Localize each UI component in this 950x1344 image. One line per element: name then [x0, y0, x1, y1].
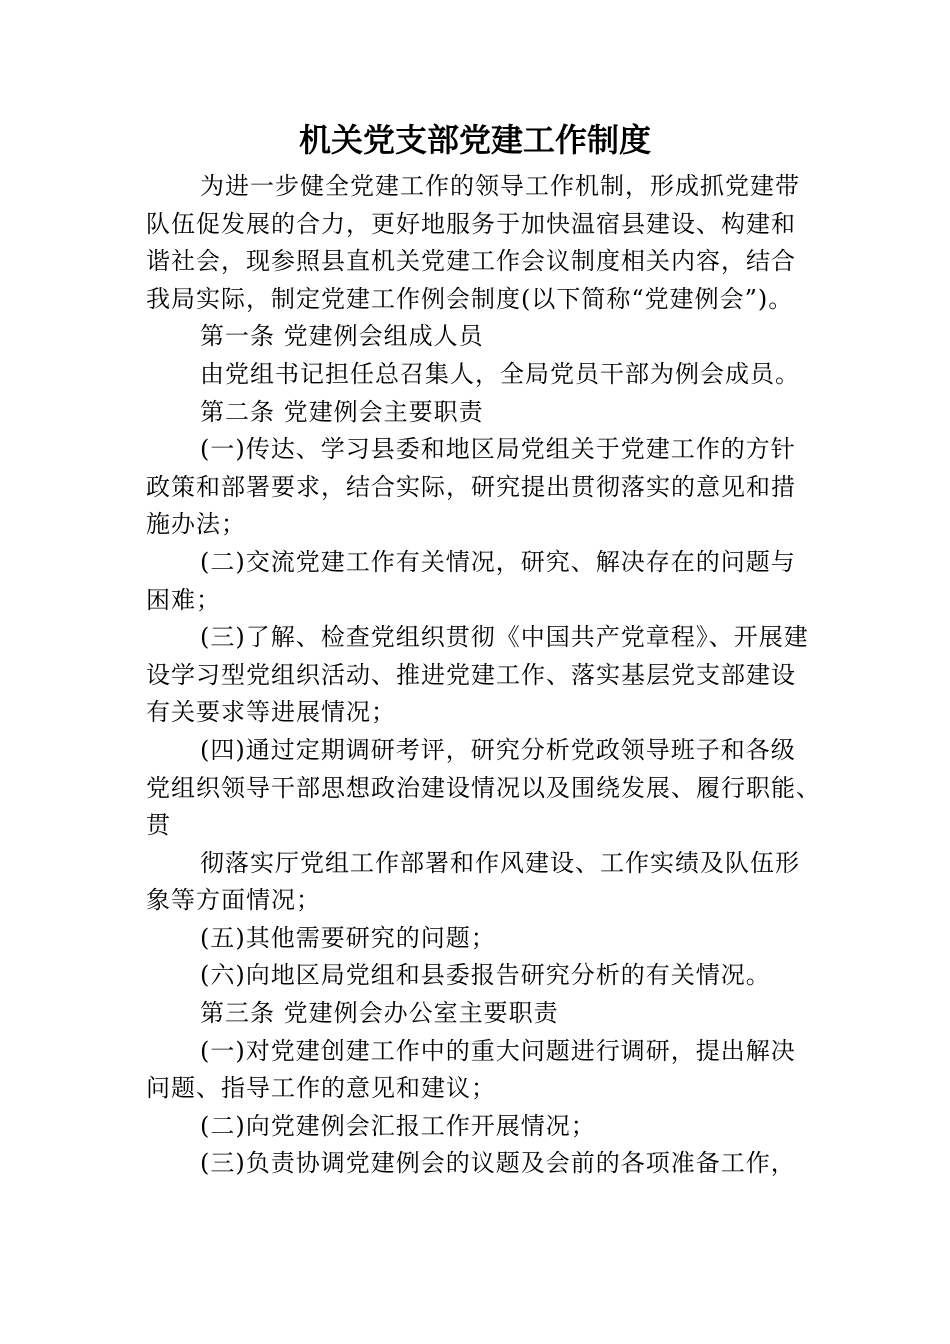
body-line-25: 问题、指导工作的意见和建议； [146, 1074, 496, 1103]
document-title: 机关党支部党建工作制度 [298, 121, 651, 159]
body-line-17: 党组织领导干部思想政治建设情况以及围绕发展、履行职能、 [146, 773, 821, 802]
body-line-19: 彻落实厅党组工作部署和作风建设、工作实绩及队伍形 [200, 848, 800, 877]
body-line-12: 困难； [146, 585, 221, 614]
body-line-7: 第二条 党建例会主要职责 [200, 397, 484, 426]
body-line-26: (二)向党建例会汇报工作开展情况； [200, 1111, 596, 1140]
body-line-5: 第一条 党建例会组成人员 [200, 322, 484, 351]
body-line-20: 象等方面情况； [146, 886, 321, 915]
body-line-13: (三)了解、检查党组织贯彻《中国共产党章程》、开展建 [200, 623, 809, 652]
body-line-10: 施办法； [146, 510, 246, 539]
body-line-14: 设学习型党组织活动、推进党建工作、落实基层党支部建设 [146, 660, 796, 689]
body-line-18: 贯 [146, 811, 171, 840]
body-line-16: (四)通过定期调研考评，研究分析党政领导班子和各级 [200, 735, 796, 764]
body-line-21: (五)其他需要研究的问题； [200, 923, 496, 952]
body-line-23: 第三条 党建例会办公室主要职责 [200, 999, 559, 1028]
document-body [146, 168, 826, 1183]
body-line-27: (三)负责协调党建例会的议题及会前的各项准备工作， [200, 1149, 796, 1178]
body-line-24: (一)对党建创建工作中的重大问题进行调研，提出解决 [200, 1036, 796, 1065]
body-line-4: 我局实际，制定党建工作例会制度(以下简称“党建例会”)。 [146, 284, 794, 313]
body-line-9: 政策和部署要求，结合实际，研究提出贯彻落实的意见和措 [146, 472, 796, 501]
body-line-15: 有关要求等进展情况； [146, 698, 396, 727]
body-line-6: 由党组书记担任总召集人，全局党员干部为例会成员。 [200, 359, 800, 388]
body-line-2: 队伍促发展的合力，更好地服务于加快温宿县建设、构建和 [146, 209, 796, 238]
body-line-11: (二)交流党建工作有关情况，研究、解决存在的问题与 [200, 547, 796, 576]
body-line-3: 谐社会，现参照县直机关党建工作会议制度相关内容，结合 [146, 247, 796, 276]
body-line-22: (六)向地区局党组和县委报告研究分析的有关情况。 [200, 961, 771, 990]
body-line-1: 为进一步健全党建工作的领导工作机制，形成抓党建带 [200, 172, 800, 200]
body-line-8: (一)传达、学习县委和地区局党组关于党建工作的方针 [200, 435, 796, 464]
